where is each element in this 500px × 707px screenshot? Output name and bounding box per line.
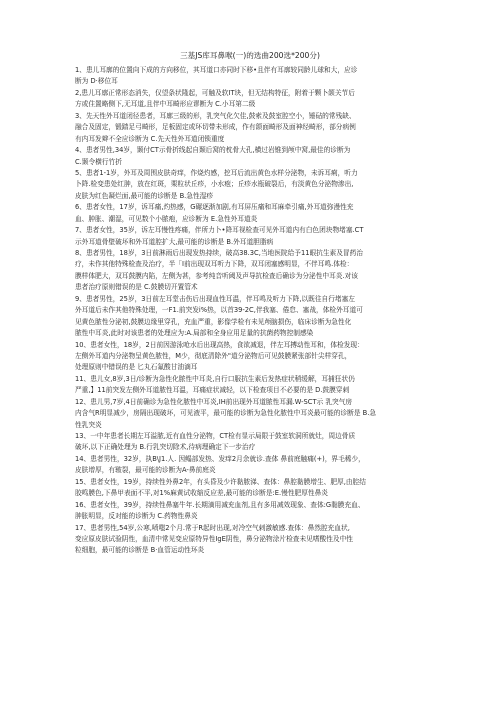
document-title: 三基JS库耳鼻喉(一)的选曲200选*200分) [180, 51, 320, 60]
text-line: 7、患者女性，35岁，诉左耳慢性疼痛，伴所力卜•降耳视检查可见外耳道内有白色团块物堵塞.CT [75, 226, 364, 235]
text-line: 有内耳发辫不全应诊断为 C.先天性外耳道闭锁重度 [75, 134, 225, 143]
text-line: 方或住置略侧下,无耳道,且伴中耳畸形应谬断为 C.小耳第二级 [75, 100, 256, 109]
text-line: 示外耳道骨壁破坏和外耳道腔扩大,最可能的诊断是 B.外耳道胆脂病 [75, 237, 274, 246]
text-line: 1、患儿耳廓的位置向下成的方向移位，其耳道口亦同时下移•且伴有耳廓较同龄儿球和大，应诊 [75, 66, 358, 74]
text-line: 16、患者女性，39岁，持续性鼻塞牛年.长期滴用减充血剂,且有多用减效现象、查体:G黏膜充血、 [75, 500, 365, 509]
text-line: 脓性中耳炎,此时对该患者的处理应为:A.局部和全身应用足量的抗菌药物控制感染 [75, 329, 314, 338]
text-line: 皮肤增厚，有皲裂，最可能的诊断为A-鼻前庭炎 [75, 466, 216, 475]
text-line: 内含气R明显减少，房隔出现破坏，可见液平，最可能的诊断为急性化脓性中耳炎最可能的诊断是 B.急 [75, 409, 377, 418]
text-line: 14、患者男性，32岁，执B\J1.人. 因鳎部发热、发痒2月余就诊.查体 鼻前庭触痛(+)，界毛稀少， [75, 454, 365, 463]
text-line: 严重,】11前突发左侧外耳道脓性耳温，耳痛症状减轻，以下检查项目不必要的是 D.鼓膜穿刺 [75, 386, 350, 395]
text-line: 13、一中年患者长期左耳溢脓,近有血性分泌物，CT检有显示局限于鼓室软洞所就灶，周边骨质 [75, 432, 356, 440]
text-line: 8、患者男性，18岁，3日前淋雨后出现发热持续，破高38.3C,当地医院给予11眼抗生素及冒药治 [75, 249, 363, 257]
text-line: 11、患儿女,8岁,3日/诊断为急性化脓性中耳炎,自行口服抗生素后发热症状稍缓解，耳捕狂状仍 [75, 374, 355, 383]
text-line: 左侧外耳道内分泌物呈黄色脓性，M少，彻底清除外"道分泌物后可见鼓膜紧张部针尖样穿孔， [75, 351, 352, 360]
text-line: 3、先天性外耳道闭径患者，耳廓三级的形，乳突气化欠佳,鼓索及鼓室腔空小，锤砧的常残缺、 [75, 111, 356, 120]
text-line: 性乳突炎 [75, 420, 102, 429]
text-line: 疗，未作其他特殊检查及治疗，半「I前出现双耳听力下降，双耳闭塞感明显，不伴耳鸣.体检： [75, 260, 354, 269]
text-line: 血、肿胀、潮湿，可见数个小脓疱，应诊断为 E.急性外耳道炎 [75, 214, 258, 223]
text-line: 胶鸣膜色,下鼻甲表面不平,对1%麻黄试收缩反应差,最可能的诊断是:E.慢性肥厚性鼻炎 [75, 489, 328, 498]
text-line: 卜降.检变患处红肿，放在红斑，栗粒状丘疹，小水疱；丘疹水瓶破裂后，有淡黄色分泌物渗出, [75, 180, 354, 189]
text-line: C.颞令横行竹折 [75, 157, 122, 166]
text-line: 4、患者男性,34岁，颞付CT示骨折线起自颞后窝的枕骨大孔,横过岩锥到颅中窝,最佳的诊断为 [75, 146, 351, 155]
text-line: 断为 D·移位耳 [75, 77, 118, 86]
text-line: 10、患者女性，18岁，2日前因游泳呛水后出现高热，食欲减退，伴左耳搏动性耳和，体检发现： [75, 340, 364, 349]
text-line: 5、患者1-1岁，外耳及周围皮肤奇痒，作烧灼感，挖耳后流出黄色水样分泌物，未诉耳痢，听力 [75, 168, 358, 177]
text-line: 6、患者女性，17岁，诉耳痛,灼热感，G碾逐渐加剧,有耳屏压痛和耳麻牵引痛,外耳道弥漫性充 [75, 203, 354, 212]
text-line: 外耳道后未作其他特殊处理，一F1.前突发i%热，以首39-2C,伴我塞、倦怠、塞战，体检外耳道可 [75, 306, 363, 315]
text-line: 12、患儿男,7岁,4日前确诊为急性化脓性中耳炎,IH前出现外耳道脓性耳漏.W-SCT示 乳突气房 [75, 397, 353, 406]
text-line: 变应原皮肤试验阴性，血清中常见变应原特异性IgE阴性，鼻分泌物涂片检查未见嗜酸性及中性 [75, 534, 353, 543]
text-line: 15、患者女性，19岁，持续性外鼻2年，有头昏及少许黏脓涕、查体：鼻腔黏膜增生、肥厚,由腔结 [75, 477, 366, 486]
text-line: 见黄色脓性分泌初,鼓膜边缘里穿孔，充血严重，影像学检有未见颅脑损伤，临床诊断为急性化 [75, 317, 352, 326]
text-line: 患者治疗原则错误的是 C.鼓膜切开置管术 [75, 283, 198, 292]
text-line: 融合及固定，锻踏足弓畸形，足板固定或环切带未形成，作有颌面畸形及面神经畸形，部分病例 [75, 123, 356, 132]
text-line: 2,患儿耳廓正常形态消失，仅望条状隆起，可触及软IT块，但无结构特征，附着于颗卜颌关节后 [75, 88, 355, 97]
text-line: 17、患者男性,54岁,公寒,喷嗤2个月.常于R起时出现,对冷空气刺激敏感.查体：鼻然腔充血状, [75, 523, 350, 532]
document-body [75, 65, 427, 557]
text-line: 肿胀明显，反对能的诊断为 C.药物性鼻炎 [75, 512, 198, 521]
text-line: 处理原则中错误的是 匕丸石氟酸甘油滴耳 [75, 363, 198, 372]
text-line: 皮肤为红色凝烂面,最可能的诊断是 B.急性湿疹 [75, 191, 214, 200]
text-line: 9、患者男性，25岁，3日前左耳堂击伤后出现血性耳温，伴耳鸣及听力下降,以既往自行堵塞左 [75, 294, 355, 303]
text-line: 粒细胞，最可能的诊断是 B·血管运动性环炎 [75, 546, 205, 555]
text-line: 破坏,以下正确处理为 B.行乳突切除术,待病理确定下一步治疗 [75, 443, 256, 452]
text-line: 膜样体肥大，双耳鼓膜内陷，左侧为甚，参考纯音听阈及声导抗检查后确诊为分泌性中耳炎.对该 [75, 271, 358, 280]
